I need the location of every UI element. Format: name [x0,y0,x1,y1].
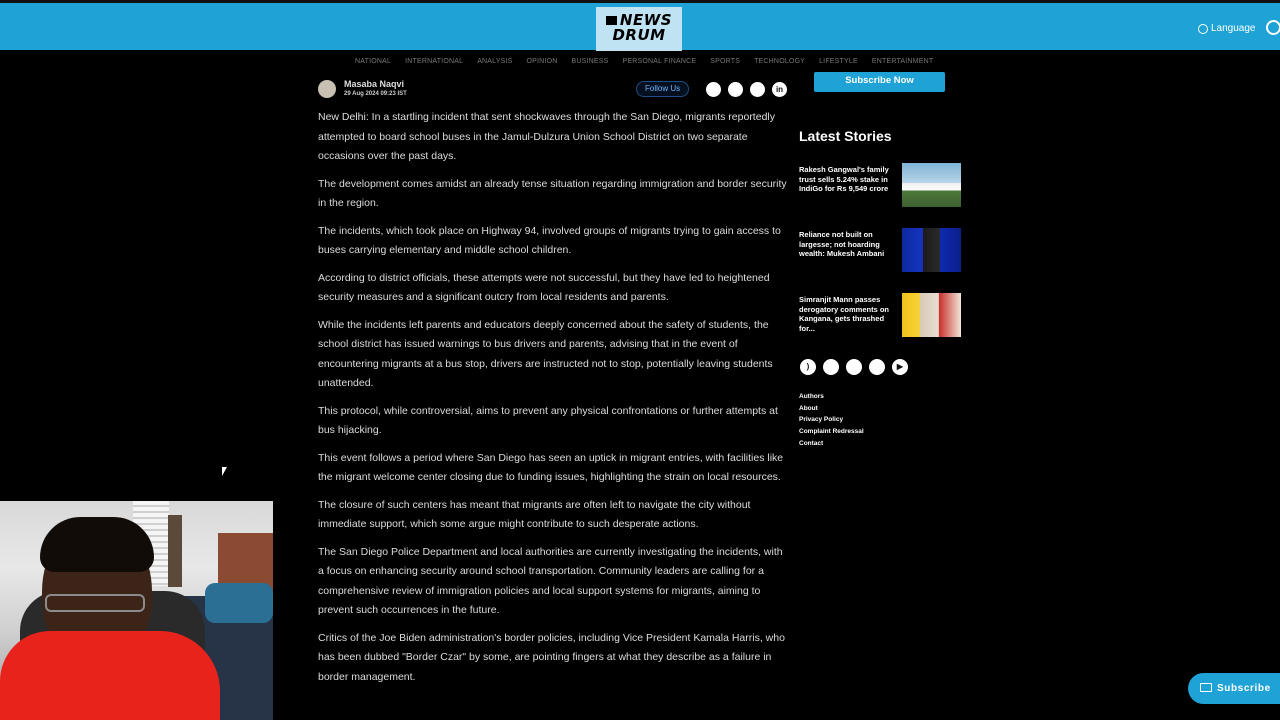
category-nav [355,58,947,65]
latest-story-item[interactable] [799,228,961,274]
article-paragraph: According to district officials, these attempts were not successful, but they have led to heightened security measures and a significant outcry from local residents and parents. [318,271,770,303]
facebook-icon[interactable] [823,359,839,375]
nav-item-technology[interactable]: TECHNOLOGY [754,58,806,65]
article-paragraph: While the incidents left parents and educators deeply concerned about the safety of students, the school district has issued warnings to bus drivers and parents, advising that in the event of encountering migrants at a bus stop, drivers are instructed not to stop, potentially leaving students unattended. [318,318,773,389]
logo-mark-icon [606,16,617,25]
latest-story-item[interactable] [799,163,961,209]
webcam-pillow [205,583,273,623]
nav-item-international[interactable]: INTERNATIONAL [405,58,464,65]
article-paragraph: The incidents, which took place on Highway 94, involved groups of migrants trying to gain access to buses carrying elementary and middle school children. [318,224,781,256]
story-thumbnail[interactable] [902,293,961,337]
subscribe-now-button[interactable]: Subscribe Now [814,72,945,92]
article-paragraph: The San Diego Police Department and local authorities are currently investigating the incidents, with a focus on enhancing security around school transportation. Community leaders are calling for a comprehensive review of immigration policies and local support systems for migrants, aiming to prevent such occurrences in the future. [318,545,783,616]
share-twitter-icon[interactable] [728,82,743,97]
language-label: Language [1211,23,1256,34]
nav-item-lifestyle[interactable]: LIFESTYLE [819,58,858,65]
webcam-person-glasses [45,594,145,612]
search-icon[interactable] [1266,20,1280,35]
footer-link-complaint-redressal[interactable]: Complaint Redressal [799,428,864,436]
nav-item-analysis[interactable]: ANALYSIS [477,58,513,65]
share-whatsapp-icon[interactable] [750,82,765,97]
story-thumbnail[interactable] [902,163,961,207]
publish-date: 29 Aug 2024 09:23 IST [344,91,407,97]
author-name[interactable]: Masaba Naqvi [344,79,405,89]
youtube-icon[interactable]: ▶ [892,359,908,375]
follow-us-button[interactable]: Follow Us [636,81,689,97]
social-links [800,359,908,375]
article-paragraph: This event follows a period where San Diego has seen an uptick in migrant entries, with facilities like the migrant welcome center closing due to funding issues, highlighting the strain on local resources. [318,451,784,483]
site-logo[interactable] [596,7,682,51]
nav-item-business[interactable]: BUSINESS [571,58,609,65]
footer-link-contact[interactable]: Contact [799,439,824,447]
share-facebook-icon[interactable] [706,82,721,97]
article-paragraph: This protocol, while controversial, aims to prevent any physical confrontations or further attempts at bus hijacking. [318,404,778,436]
story-title[interactable]: Simranjit Mann passes derogatory comments on Kangana, gets thrashed for... [799,295,890,333]
instagram-icon[interactable] [869,359,885,375]
nav-item-personal-finance[interactable]: PERSONAL FINANCE [622,58,697,65]
author-avatar[interactable] [318,80,336,98]
footer-links [799,391,864,450]
mail-icon [1200,683,1212,692]
story-thumbnail[interactable] [902,228,961,272]
nav-item-opinion[interactable]: OPINION [526,58,558,65]
subscribe-floating-button[interactable] [1188,673,1280,704]
subscribe-label: Subscribe [1217,683,1271,694]
nav-item-sports[interactable]: SPORTS [710,58,741,65]
author-row [318,78,788,100]
story-title[interactable]: Rakesh Gangwal's family trust sells 5.24% stake in IndiGo for Rs 9,549 crore [799,165,889,193]
article-paragraph: Critics of the Joe Biden administration's border policies, including Vice President Kamala Harris, who has been dubbed "Border Czar" by some, are pointing fingers at what they describe as a failure in border management. [318,631,785,683]
footer-link-privacy-policy[interactable]: Privacy Policy [799,416,844,424]
article-paragraph: New Delhi: In a startling incident that sent shockwaves through the San Diego, migrants reportedly attempted to board school buses in the Jamul-Dulzura Union School District on two separate occasions over the past days. [318,111,775,162]
twitter-icon[interactable] [846,359,862,375]
webcam-person-hair [40,517,154,572]
latest-stories-heading: Latest Stories [799,128,892,144]
article-paragraph: The closure of such centers has meant that migrants are often left to navigate the city without immediate support, which some argue might contribute to such desperate actions. [318,498,751,530]
footer-link-about[interactable]: About [799,404,818,412]
nav-item-entertainment[interactable]: ENTERTAINMENT [871,58,934,65]
latest-story-item[interactable] [799,293,961,339]
webcam-overlay [0,501,273,720]
rss-icon[interactable]: ) [800,359,816,375]
language-selector[interactable] [1198,23,1256,34]
article-body [318,108,790,695]
nav-item-national[interactable]: NATIONAL [355,58,392,65]
article-paragraph: The development comes amidst an already tense situation regarding immigration and border security in the region. [318,177,787,209]
globe-icon [1198,24,1208,34]
top-header-bar [0,0,1280,50]
mouse-cursor-icon [222,467,227,476]
webcam-person-shirt [0,631,220,720]
logo-text-line1: NEWS [619,11,673,29]
story-title[interactable]: Reliance not built on largesse; not hoarding wealth: Mukesh Ambani [799,230,885,258]
footer-link-authors[interactable]: Authors [799,393,824,400]
webcam-picture-frame [168,515,182,587]
share-linkedin-icon[interactable]: in [772,82,787,97]
logo-text-line2: DRUM [612,26,666,44]
